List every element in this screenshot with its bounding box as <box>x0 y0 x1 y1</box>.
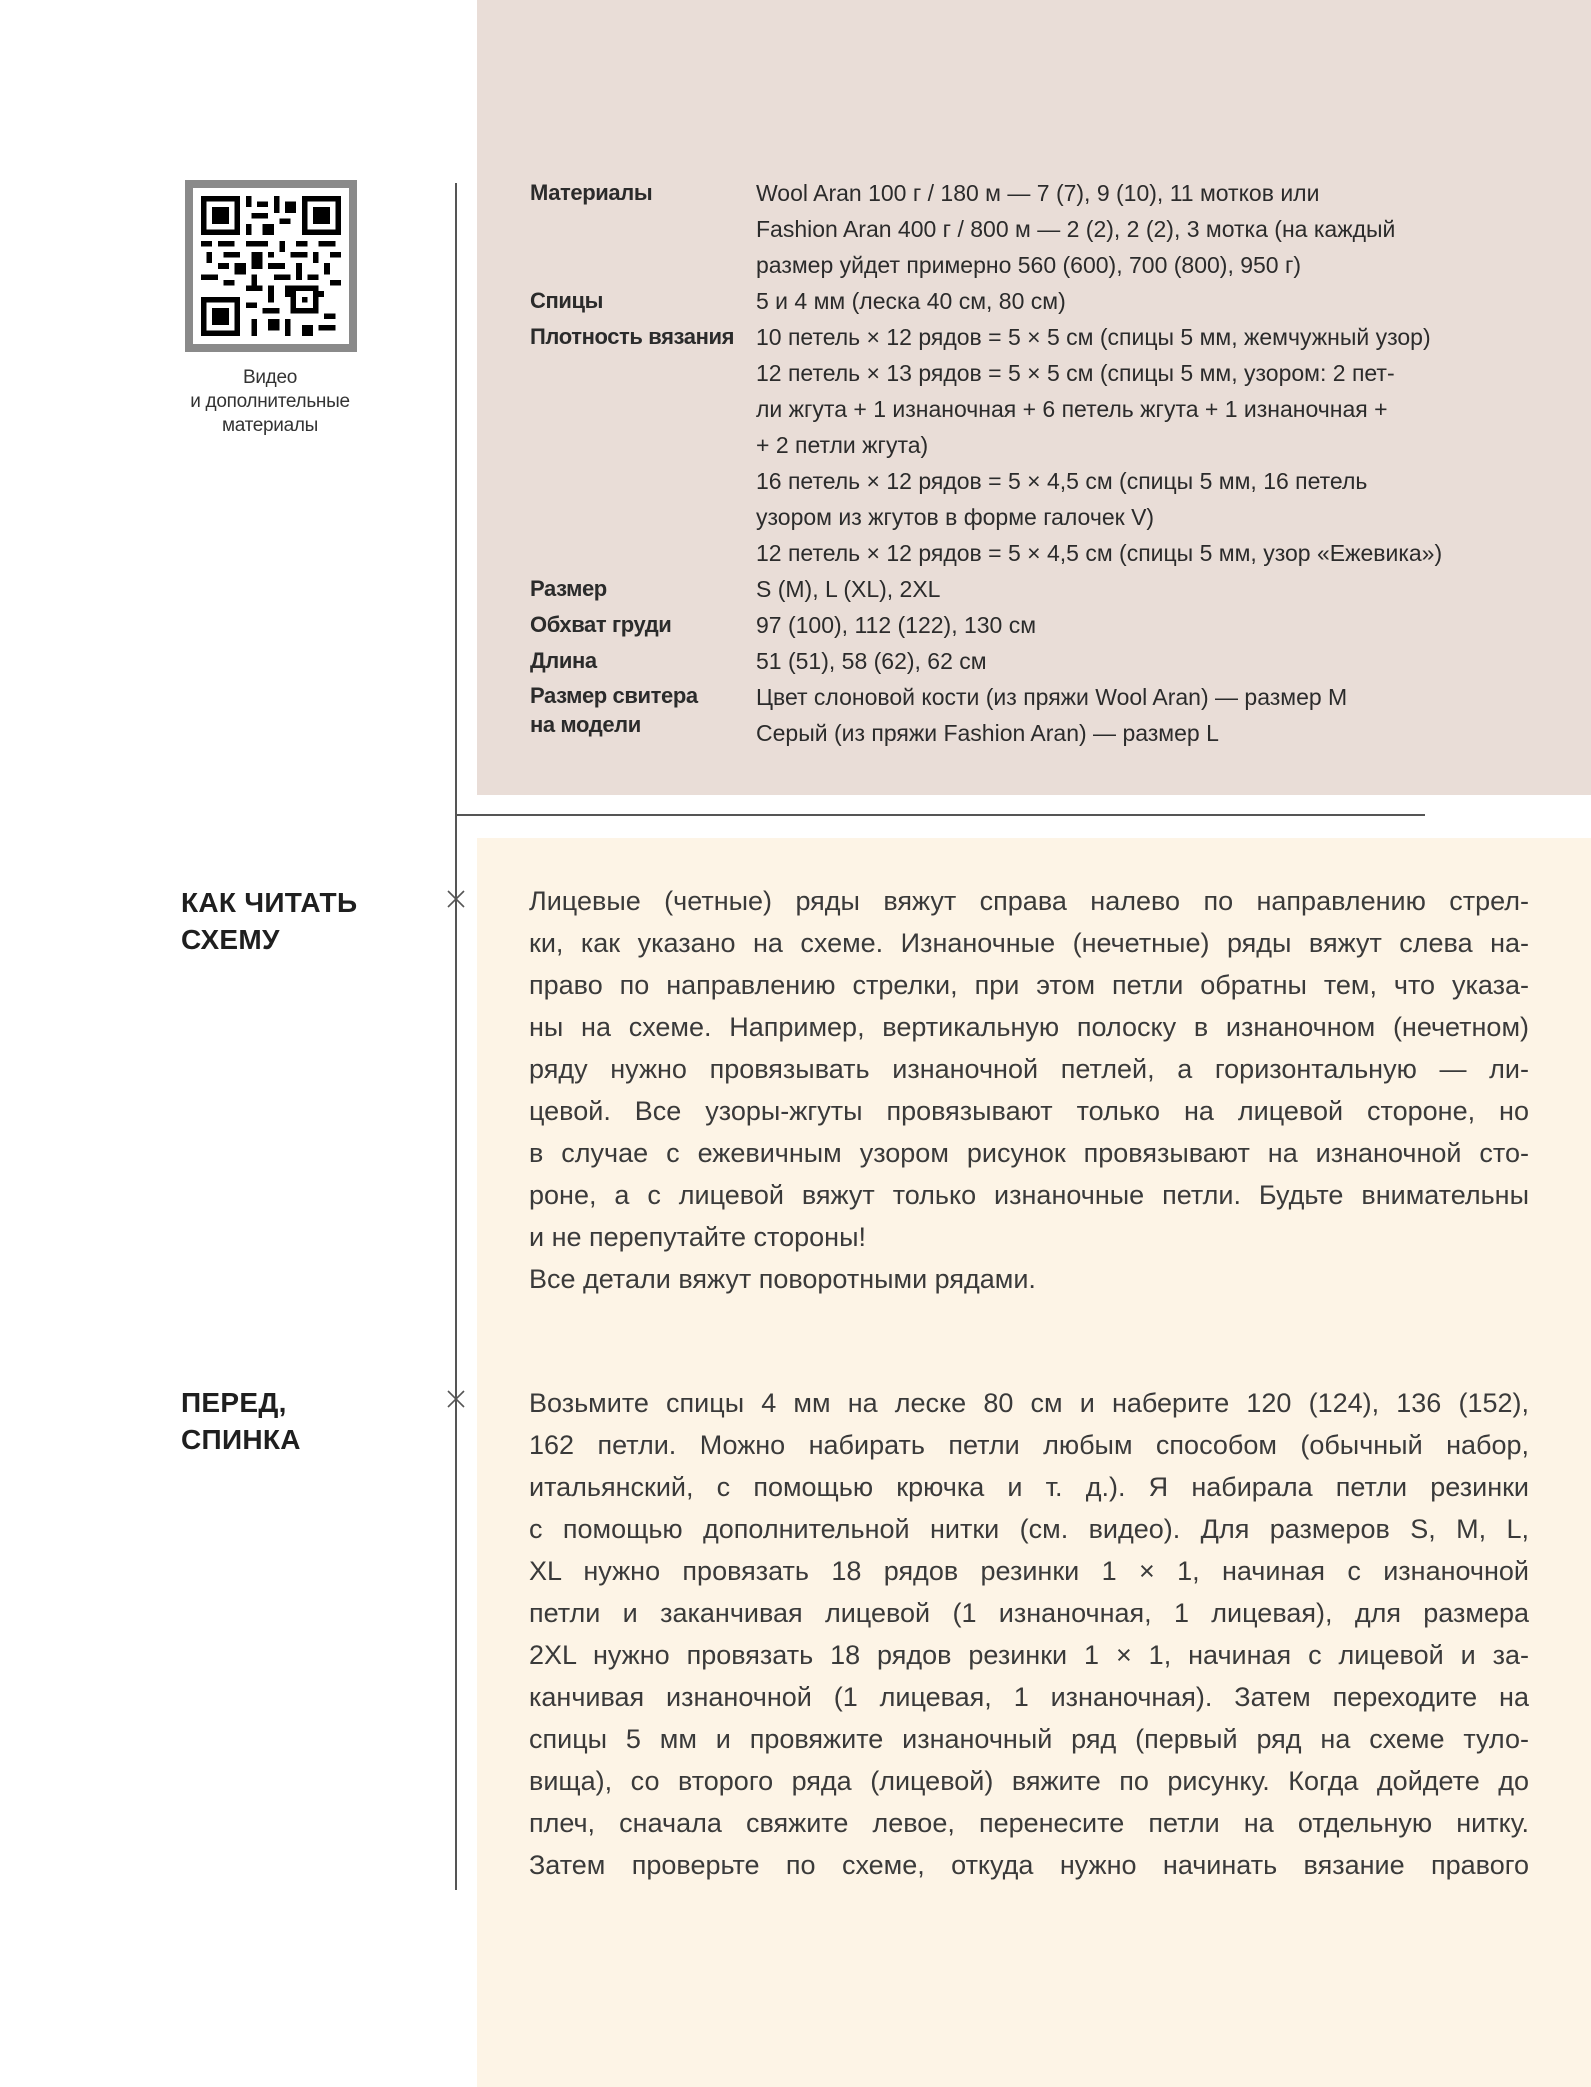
section-title-line: ПЕРЕД, <box>181 1387 287 1418</box>
spec-value-line: 97 (100), 112 (122), 130 см <box>756 612 1037 638</box>
body-line: ны на схеме. Например, вертикальную полоску в изнаночном (нечетном) <box>529 1012 1529 1042</box>
spec-value-line: 51 (51), 58 (62), 62 см <box>756 648 987 674</box>
body-line: спицы 5 мм и провяжите изнаночный ряд (первый ряд на схеме туло- <box>529 1724 1529 1754</box>
spec-value-line: размер уйдет примерно 560 (600), 700 (800), 950 г) <box>756 252 1302 278</box>
spec-label <box>530 319 750 355</box>
body-line: с помощью дополнительной нитки (см. видео). Для размеров S, M, L, <box>529 1514 1529 1544</box>
spec-label <box>530 607 750 643</box>
section-title-line: СХЕМУ <box>181 924 280 955</box>
body-line: XL нужно провязать 18 рядов резинки 1 × 1, начиная с изнаночной <box>529 1556 1529 1586</box>
body-line: 162 петли. Можно набирать петли любым способом (обычный набор, <box>529 1430 1529 1460</box>
spec-value-line: 12 петель × 13 рядов = 5 × 5 см (спицы 5 мм, узором: 2 пет- <box>756 360 1395 386</box>
spec-label-line: Длина <box>530 648 597 673</box>
spec-label <box>530 283 750 319</box>
qr-code[interactable] <box>185 180 357 352</box>
rule-horizontal <box>455 814 1425 816</box>
spec-value-line: Fashion Aran 400 г / 800 м — 2 (2), 2 (2), 3 мотка (на каждый <box>756 216 1396 242</box>
spec-value-line: 12 петель × 12 рядов = 5 × 4,5 см (спицы 5 мм, узор «Ежевика») <box>756 540 1443 566</box>
spec-label <box>530 679 750 739</box>
body-line: и не перепутайте стороны! <box>529 1222 866 1252</box>
qr-caption-line: материалы <box>221 415 319 436</box>
spec-value-line: + 2 петли жгута) <box>756 432 929 458</box>
spec-value-line: Wool Aran 100 г / 180 м — 7 (7), 9 (10), 11 мотков или <box>756 180 1320 206</box>
body-line: роне, а с лицевой вяжут только изнаночные петли. Будьте внимательны <box>529 1180 1529 1210</box>
spec-label-line: Обхват груди <box>530 612 672 637</box>
section-title-how-to-read <box>181 884 401 958</box>
spec-value <box>756 283 1476 319</box>
spec-label-line: на модели <box>530 712 641 737</box>
section-title-front-back <box>181 1384 401 1458</box>
spec-value <box>756 175 1476 283</box>
section-body-front-back <box>529 1382 1529 1886</box>
rule-vertical-top <box>455 183 457 816</box>
spec-value-line: 5 и 4 мм (леска 40 см, 80 см) <box>756 288 1066 314</box>
spec-value-line: Цвет слоновой кости (из пряжи Wool Aran) — размер M <box>756 684 1348 710</box>
spec-label <box>530 643 750 679</box>
body-line: канчивая изнаночной (1 лицевая, 1 изнаночная). Затем переходите на <box>529 1682 1529 1712</box>
body-line: плеч, сначала свяжите левое, перенесите петли на отдельную нитку. <box>529 1808 1529 1838</box>
section-title-line: СПИНКА <box>181 1424 301 1455</box>
body-line: ки, как указано на схеме. Изнаночные (нечетные) ряды вяжут слева на- <box>529 928 1529 958</box>
body-line: 2XL нужно провязать 18 рядов резинки 1 × 1, начиная с лицевой и за- <box>529 1640 1529 1670</box>
spec-value-line: S (M), L (XL), 2XL <box>756 576 941 602</box>
spec-label-line: Материалы <box>530 180 653 205</box>
cross-marker-icon <box>446 1389 466 1409</box>
spec-label-line: Размер <box>530 576 607 601</box>
qr-caption-line: и дополнительные <box>190 391 350 412</box>
section-title-line: КАК ЧИТАТЬ <box>181 887 358 918</box>
rule-vertical-bottom <box>455 814 457 1890</box>
spec-value-line: ли жгута + 1 изнаночная + 6 петель жгута + 1 изнаночная + <box>756 396 1388 422</box>
spec-value <box>756 571 1476 607</box>
cross-marker-icon <box>446 889 466 909</box>
qr-code-icon <box>201 196 341 336</box>
spec-value <box>756 643 1476 679</box>
body-line: Все детали вяжут поворотными рядами. <box>529 1264 1036 1294</box>
spec-label-line: Размер свитера <box>530 683 698 708</box>
spec-label <box>530 571 750 607</box>
spec-value-line: Серый (из пряжи Fashion Aran) — размер L <box>756 720 1219 746</box>
body-line: итальянский, с помощью крючка и т. д.). Я набирала петли резинки <box>529 1472 1529 1502</box>
body-line: вища), со второго ряда (лицевой) вяжите по рисунку. Когда дойдете до <box>529 1766 1529 1796</box>
section-body-how-to-read <box>529 880 1529 1300</box>
body-line: право по направлению стрелки, при этом петли обратны тем, что указа- <box>529 970 1529 1000</box>
body-line: петли и заканчивая лицевой (1 изнаночная, 1 лицевая), для размера <box>529 1598 1529 1628</box>
spec-label-line: Спицы <box>530 288 604 313</box>
spec-value <box>756 679 1476 751</box>
spec-label <box>530 175 750 211</box>
body-line: Возьмите спицы 4 мм на леске 80 см и наберите 120 (124), 136 (152), <box>529 1388 1529 1418</box>
spec-value-line: 16 петель × 12 рядов = 5 × 4,5 см (спицы 5 мм, 16 петель <box>756 468 1368 494</box>
body-line: в случае с ежевичным узором рисунок провязывают на изнаночной сто- <box>529 1138 1529 1168</box>
spec-label-line: Плотность вязания <box>530 324 735 349</box>
qr-caption <box>170 366 370 438</box>
body-line: Затем проверьте по схеме, откуда нужно начинать вязание правого <box>529 1850 1529 1880</box>
spec-value-line: 10 петель × 12 рядов = 5 × 5 см (спицы 5 мм, жемчужный узор) <box>756 324 1431 350</box>
body-line: ряду нужно провязывать изнаночной петлей, а горизонтальную — ли- <box>529 1054 1529 1084</box>
qr-caption-line: Видео <box>242 367 297 388</box>
body-line: цевой. Все узоры-жгуты провязывают только на лицевой стороне, но <box>529 1096 1529 1126</box>
body-line: Лицевые (четные) ряды вяжут справа налево по направлению стрел- <box>529 886 1529 916</box>
spec-value-line: узором из жгутов в форме галочек V) <box>756 504 1155 530</box>
spec-value <box>756 319 1476 571</box>
spec-value <box>756 607 1476 643</box>
